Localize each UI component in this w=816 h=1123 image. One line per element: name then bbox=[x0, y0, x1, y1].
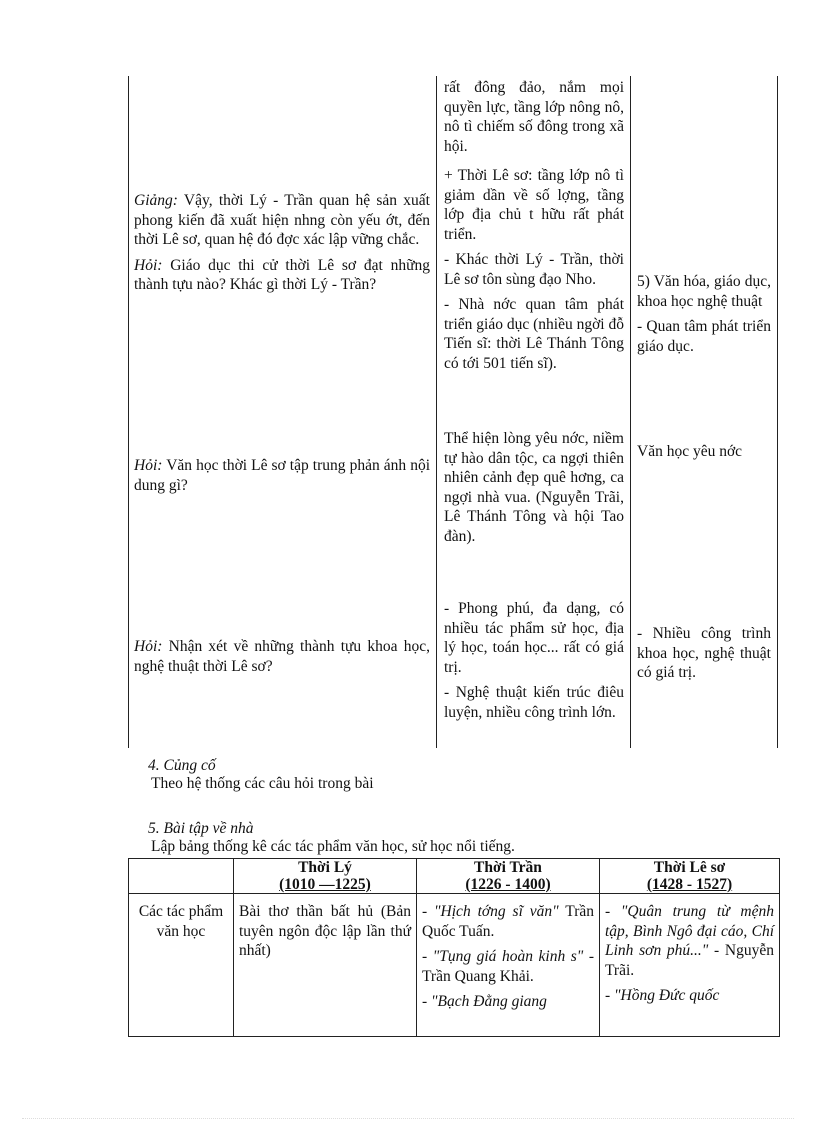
header-years: (1428 - 1527) bbox=[646, 876, 733, 893]
work-title: - "Bạch Đằng giang bbox=[422, 993, 547, 1010]
table-border bbox=[436, 76, 437, 748]
cell-label: Hỏi: bbox=[134, 457, 163, 474]
header-title: Thời Trần bbox=[474, 859, 542, 876]
cell-text: - Khác thời Lý - Trần, thời Lê sơ tôn sùng đạo Nho. bbox=[444, 251, 624, 288]
cell-label: Hỏi: bbox=[134, 256, 163, 274]
header-cell bbox=[600, 859, 780, 894]
cell-text: Văn học yêu nớc bbox=[637, 443, 743, 460]
work-author: - Trần Quang Khải. bbox=[422, 948, 595, 985]
section-consolidation bbox=[148, 757, 374, 793]
header-years: (1010 —1225) bbox=[279, 876, 371, 893]
section-homework bbox=[148, 820, 515, 856]
table-cell bbox=[134, 637, 430, 682]
table-cell bbox=[234, 894, 417, 1037]
section-heading: 5. Bài tập về nhà bbox=[148, 820, 254, 837]
question bbox=[134, 637, 430, 676]
cell-text: Văn học thời Lê sơ tập trung phản ánh nội dung gì? bbox=[134, 457, 430, 494]
work-author: - Nguyễn Trãi. bbox=[605, 942, 774, 979]
work-title: - "Quân trung từ mệnh tập, Bình Ngô đại cáo, Chí Linh sơn phú..." bbox=[605, 903, 774, 959]
teacher-explanation bbox=[134, 191, 430, 250]
work-item bbox=[422, 992, 594, 1012]
work-item bbox=[605, 986, 774, 1006]
table-header-row bbox=[129, 859, 780, 894]
cell-text: rất đông đảo, nắm mọi quyền lực, tầng lớp nông nô, nô tì chiếm số đông trong xã hội. bbox=[444, 79, 624, 155]
page-bottom-rule bbox=[22, 1118, 794, 1119]
work-item bbox=[422, 902, 594, 941]
header-cell bbox=[417, 859, 600, 894]
table-cell bbox=[134, 191, 430, 301]
work-author: Trần Quốc Tuấn. bbox=[422, 903, 594, 940]
table-cell bbox=[417, 894, 600, 1037]
lesson-table bbox=[128, 76, 778, 748]
cell-label: Giảng: bbox=[134, 192, 178, 209]
table-cell bbox=[444, 166, 624, 379]
table-cell bbox=[444, 429, 624, 552]
table-cell bbox=[637, 272, 771, 362]
cell-text: - Phong phú, đa dạng, có nhiều tác phẩm sử học, địa lý học, toán học... rất có giá trị. bbox=[444, 600, 624, 676]
table-cell bbox=[600, 894, 780, 1037]
work-item bbox=[422, 947, 594, 986]
work-title: - "Tụng giá hoàn kinh s" bbox=[422, 948, 584, 965]
cell-text: - Nhiều công trình khoa học, nghệ thuật có giá trị. bbox=[637, 625, 771, 681]
table-cell bbox=[637, 442, 771, 468]
cell-text: Giáo dục thi cử thời Lê sơ đạt những thành tựu nào? Khác gì thời Lý - Trần? bbox=[134, 256, 430, 293]
table-cell bbox=[444, 599, 624, 728]
work-title: - "Hịch tớng sĩ văn" bbox=[422, 903, 559, 920]
header-title: Thời Lê sơ bbox=[653, 859, 726, 876]
table-row bbox=[129, 894, 780, 1037]
header-title: Thời Lý bbox=[298, 859, 352, 876]
cell-text: Vậy, thời Lý - Trần quan hệ sản xuất phong kiến đã xuất hiện nhng còn yếu ớt, đến thời Lê sơ, quan hệ đó đợc xác lập vững chắc. bbox=[134, 192, 430, 248]
work-title: - "Hồng Đức quốc bbox=[605, 987, 720, 1004]
row-label: Các tác phẩm văn học bbox=[129, 894, 234, 1037]
cell-text: - Nhà nớc quan tâm phát triển giáo dục (nhiều ngời đỗ Tiến sĩ: thời Lê Thánh Tông có tới 501 tiến sĩ). bbox=[444, 296, 624, 372]
header-cell-empty bbox=[129, 859, 234, 894]
cell-text: Bài thơ thần bất hủ (Bản tuyên ngôn độc lập lần thứ nhất) bbox=[239, 903, 411, 959]
table-border bbox=[777, 76, 778, 748]
cell-text: Thể hiện lòng yêu nớc, niềm tự hào dân tộc, ca ngợi thiên nhiên cảnh đẹp quê hơng, ca ngợi nhà vua. (Nguyễn Trãi, Lê Thánh Tông và hội Tao đàn). bbox=[444, 430, 624, 545]
section-text: Theo hệ thống các câu hỏi trong bài bbox=[151, 775, 374, 792]
cell-text: 5) Văn hóa, giáo dục, khoa học nghệ thuật bbox=[637, 273, 771, 310]
question bbox=[134, 256, 430, 295]
section-heading: 4. Củng cố bbox=[148, 757, 216, 774]
work-item bbox=[605, 902, 774, 980]
cell-label: Hỏi: bbox=[134, 638, 163, 655]
table-cell bbox=[637, 624, 771, 689]
header-years: (1226 - 1400) bbox=[465, 876, 551, 893]
header-cell bbox=[234, 859, 417, 894]
table-cell bbox=[444, 78, 624, 162]
table-cell bbox=[134, 456, 430, 501]
table-border bbox=[128, 76, 129, 748]
cell-text: - Nghệ thuật kiến trúc điêu luyện, nhiều công trình lớn. bbox=[444, 684, 624, 721]
question bbox=[134, 456, 430, 495]
table-border bbox=[630, 76, 631, 748]
cell-text: Nhận xét về những thành tựu khoa học, nghệ thuật thời Lê sơ? bbox=[134, 638, 430, 675]
cell-text: - Quan tâm phát triển giáo dục. bbox=[637, 318, 771, 355]
literature-table bbox=[128, 858, 780, 1037]
cell-text: + Thời Lê sơ: tầng lớp nô tì giảm dần về số lợng, tầng lớp địa chủ t hữu rất phát triển. bbox=[444, 167, 624, 243]
section-text: Lập bảng thống kê các tác phẩm văn học, sử học nổi tiếng. bbox=[151, 838, 515, 855]
